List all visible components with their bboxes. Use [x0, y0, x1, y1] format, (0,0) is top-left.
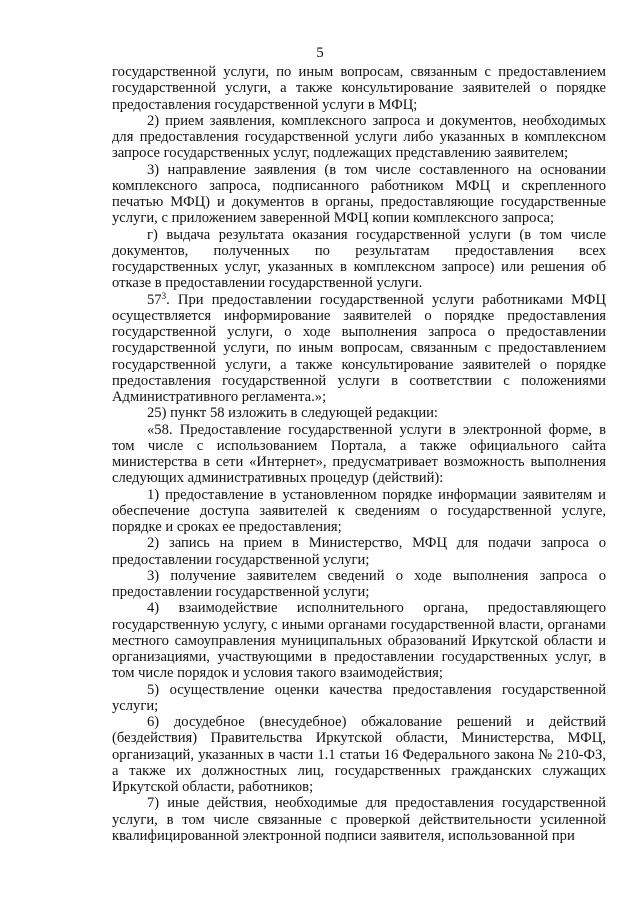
clause-superscript: 3	[161, 290, 167, 301]
page-number: 5	[316, 45, 324, 61]
paragraph-58: «58. Предоставление государственной услуги в электронной форме, в том числе с использованием Портала, а также официального сайта министерства в сети «Интернет», предусматривает возможность выполнения следующих административных процедур (действий):	[112, 421, 606, 487]
document-body	[112, 64, 606, 844]
paragraph-58-item-7: 7) иные действия, необходимые для предоставления государственной услуги, в том числе связанные с проверкой действительности усиленной квалифицированной электронной подписи заявителя, использованной при	[112, 795, 606, 844]
paragraph-58-item-1: 1) предоставление в установленном порядке информации заявителям и обеспечение доступа заявителей к сведениям о государственной услуге, порядке и сроках ее предоставления;	[112, 486, 606, 535]
paragraph-58-item-5: 5) осуществление оценки качества предоставления государственной услуги;	[112, 681, 606, 714]
paragraph-item-3: 3) направление заявления (в том числе составленного на основании комплексного запроса, подписанного работником МФЦ и скрепленного печатью МФЦ) и документов в органы, предоставляющие государственные услуги, с приложением заверенной МФЦ копии комплексного запроса;	[112, 161, 606, 227]
paragraph-item-2: 2) прием заявления, комплексного запроса и документов, необходимых для предоставления государственной услуги либо указанных в комплексном запросе государственных услуг, подлежащих представлению заявителем;	[112, 112, 606, 162]
paragraph-57-3	[112, 292, 606, 406]
paragraph-58-item-2: 2) запись на прием в Министерство, МФЦ для подачи запроса о предоставлении государственной услуги;	[112, 535, 606, 568]
clause-text: . При предоставлении государственной услуги работниками МФЦ осуществляется информирование заявителей о порядке предоставления государственной услуги, о ходе выполнения запроса о предоставлении государственной услуги, по иным вопросам, связанным с предоставлением государственной услуги, а также консультирование заявителей о порядке предоставления государственной услуги в соответствии с положениями Административного регламента.»;	[112, 291, 606, 405]
paragraph-continuation: государственной услуги, по иным вопросам, связанным с предоставлением государственной услуги, а также консультирование заявителей о порядке предоставления государственной услуги в МФЦ;	[112, 64, 606, 113]
paragraph-item-g: г) выдача результата оказания государственной услуги (в том числе документов, полученных по результатам предоставления всех государственных услуг, указанных в комплексном запросе) или решения об отказе в предоставлении государственной услуги.	[112, 226, 606, 292]
paragraph-58-item-6: 6) досудебное (внесудебное) обжалование решений и действий (бездействия) Правительства Иркутской области, Министерства, МФЦ, организаций, указанных в части 1.1 статьи 16 Федерального закона № 210-ФЗ, а также их должностных лиц, государственных гражданских служащих Иркутской области, работников;	[112, 714, 606, 795]
paragraph-58-item-4: 4) взаимодействие исполнительного органа, предоставляющего государственную услугу, с иными органами государственной власти, органами местного самоуправления муниципальных образований Иркутской области и организациями, участвующими в предоставлении государственных услуг, в том числе порядок и условия такого взаимодействия;	[112, 600, 606, 682]
paragraph-58-item-3: 3) получение заявителем сведений о ходе выполнения запроса о предоставлении государственной услуги;	[112, 567, 606, 600]
clause-number: 57	[147, 291, 162, 308]
paragraph-amendment-25: 25) пункт 58 изложить в следующей редакции:	[147, 405, 438, 422]
